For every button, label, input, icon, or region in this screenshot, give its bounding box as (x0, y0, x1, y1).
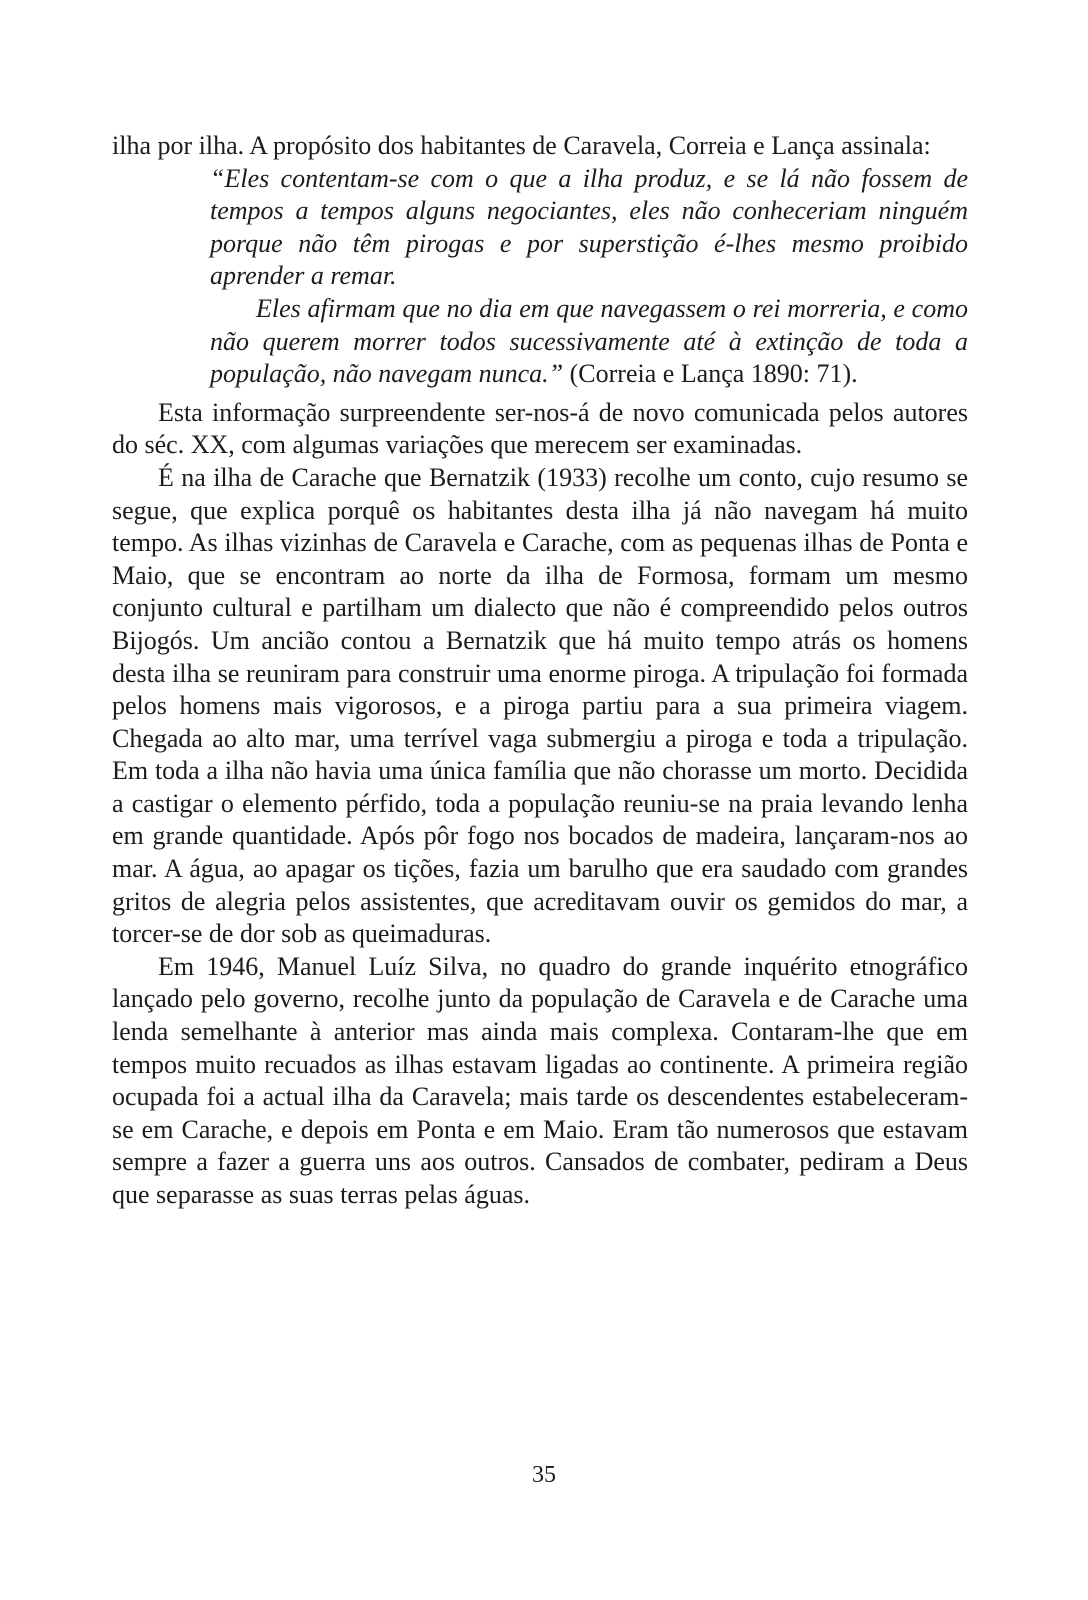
block-quote (210, 163, 968, 293)
page-body (112, 130, 968, 1212)
paragraph-intro: ilha por ilha. A propósito dos habitantes de Caravela, Correia e Lança assinala: (112, 131, 931, 160)
quote-text-part-1: “Eles contentam-se com o que a ilha produz, e se lá não fossem de tempos a tempos alguns negociantes, eles não conheceriam ninguém porque não têm pirogas e por superstição é-lhes mesmo proibido aprender a remar. (210, 163, 968, 291)
page-number: 35 (532, 1462, 556, 1488)
paragraph-information: Esta informação surpreendente ser-nos-á de novo comunicada pelos autores do séc. XX, com algumas variações que merecem ser examinadas. (112, 397, 968, 460)
paragraph-silva-legend: Em 1946, Manuel Luíz Silva, no quadro do grande inquérito etnográfico lançado pelo governo, recolhe junto da população de Caravela e de Carache uma lenda semelhante à anterior mas ainda mais complexa. Contaram-lhe que em tempos muito recuados as ilhas estavam ligadas ao continente. A primeira região ocupada foi a actual ilha da Caravela; mais tarde os descendentes estabeleceram-se em Carache, e depois em Ponta e em Maio. Eram tão numerosos que estavam sempre a fazer a guerra uns aos outros. Cansados de combater, pediram a Deus que separasse as suas terras pelas águas. (112, 951, 968, 1209)
paragraph-bernatzik-tale: É na ilha de Carache que Bernatzik (1933) recolhe um conto, cujo resumo se segue, que explica porquê os habitantes desta ilha já não navegam há muito tempo. As ilhas vizinhas de Caravela e Carache, com as pequenas ilhas de Ponta e Maio, que se encontram ao norte da ilha de Formosa, formam um mesmo conjunto cultural e partilham um dialecto que não é compreendido pelos outros Bijogós. Um ancião contou a Bernatzik que há muito tempo atrás os homens desta ilha se reuniram para construir uma enorme piroga. A tripulação foi formada pelos homens mais vigorosos, e a piroga partiu para a sua primeira viagem. Chegada ao alto mar, uma terrível vaga submergiu a piroga e toda a tripulação. Em toda a ilha não havia uma única família que não chorasse um morto. Decidida a castigar o elemento pérfido, toda a população reuniu-se na praia levando lenha em grande quantidade. Após pôr fogo nos bocados de madeira, lançaram-nos ao mar. A água, ao apagar os tições, fazia um barulho que era saudado com grandes gritos de alegria pelos assistentes, que acreditavam ouvir os gemidos do mar, a torcer-se de dor sob as queimaduras. (112, 462, 968, 949)
quote-text-part-2: Eles afirmam que no dia em que navegassem o rei morreria, e como não querem morrer todos sucessivamente até à extinção de toda a população, não navegam nunca.” (210, 293, 968, 389)
block-quote-continued (210, 293, 968, 391)
quote-citation: (Correia e Lança 1890: 71). (563, 359, 858, 389)
